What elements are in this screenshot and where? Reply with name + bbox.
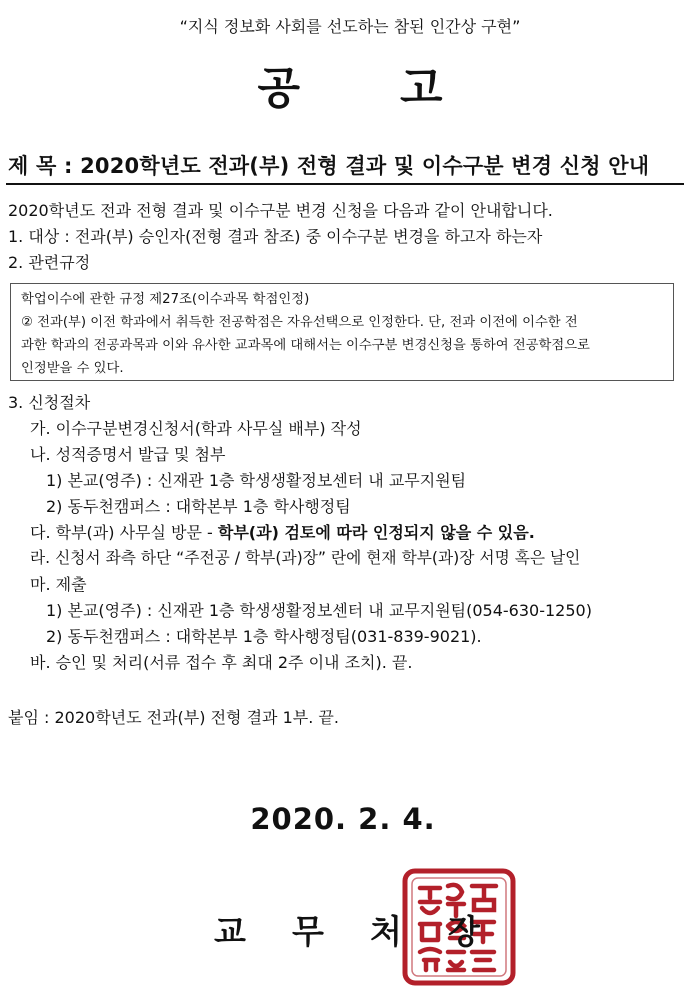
- step-da-text: 다. 학부(과) 사무실 방문 -: [30, 523, 218, 542]
- issuer-char: 무: [292, 912, 324, 951]
- regulation-line: 인정받을 수 있다.: [21, 361, 124, 376]
- issuer-char: 장: [448, 912, 480, 951]
- step-na-2: 2) 동두천캠퍼스 : 대학본부 1층 학사행정팀: [46, 497, 351, 516]
- issuer-char: 처: [370, 912, 402, 951]
- step-na-1: 1) 본교(영주) : 신재관 1층 학생생활정보센터 내 교무지원팀: [46, 471, 467, 490]
- attachment-text: 붙임 : 2020학년도 전과(부) 전형 결과 1부. 끝.: [8, 708, 339, 727]
- regulation-line: 학업이수에 관한 규정 제27조(이수과목 학점인정): [21, 292, 310, 307]
- step-ga: 가. 이수구분변경신청서(학과 사무실 배부) 작성: [30, 419, 362, 438]
- intro-text: 2020학년도 전과 전형 결과 및 이수구분 변경 신청을 다음과 같이 안내합니다.: [8, 201, 553, 220]
- regulation-line: 과한 학과의 전공과목과 이와 유사한 교과목에 대해서는 이수구분 변경신청을 통하여 전공학점으로: [21, 338, 590, 353]
- step-ba: 바. 승인 및 처리(서류 접수 후 최대 2주 이내 조치). 끝.: [30, 653, 413, 672]
- step-da: [30, 520, 535, 543]
- issuer-title: [214, 906, 526, 953]
- step-ra: 라. 신청서 좌측 하단 “주전공 / 학부(과)장” 란에 현재 학부(과)장 서명 혹은 날인: [30, 548, 581, 567]
- step-ma: 마. 제출: [30, 575, 87, 594]
- title-underline: [6, 183, 684, 185]
- step-ma-1: 1) 본교(영주) : 신재관 1층 학생생활정보센터 내 교무지원팀(054-630-1250): [46, 601, 592, 620]
- item-procedure-heading: 3. 신청절차: [8, 393, 91, 412]
- heading-char: 공: [257, 63, 300, 114]
- notice-date: 2020. 2. 4.: [250, 802, 436, 836]
- motto-text: “지식 정보화 사회를 선도하는 참된 인간상 구현”: [179, 17, 521, 36]
- step-ma-2: 2) 동두천캠퍼스 : 대학본부 1층 학사행정팀(031-839-9021).: [46, 627, 482, 646]
- regulation-box: [10, 283, 674, 381]
- item-target: 1. 대상 : 전과(부) 승인자(전형 결과 참조) 중 이수구분 변경을 하고자 하는자: [8, 227, 543, 246]
- regulation-line: ② 전과(부) 이전 학과에서 취득한 전공학점은 자유선택으로 인정한다. 단, 전과 이전에 이수한 전: [21, 315, 578, 330]
- step-na: 나. 성적증명서 발급 및 첨부: [30, 445, 226, 464]
- item-regulation-heading: 2. 관련규정: [8, 253, 91, 272]
- heading-char: 고: [400, 63, 443, 114]
- step-da-warning: 학부(과) 검토에 따라 인정되지 않을 수 있음.: [217, 523, 535, 542]
- notice-heading: [0, 52, 700, 116]
- notice-title: 제 목 : 2020학년도 전과(부) 전형 결과 및 이수구분 변경 신청 안내: [8, 154, 650, 178]
- issuer-char: 교: [214, 912, 246, 951]
